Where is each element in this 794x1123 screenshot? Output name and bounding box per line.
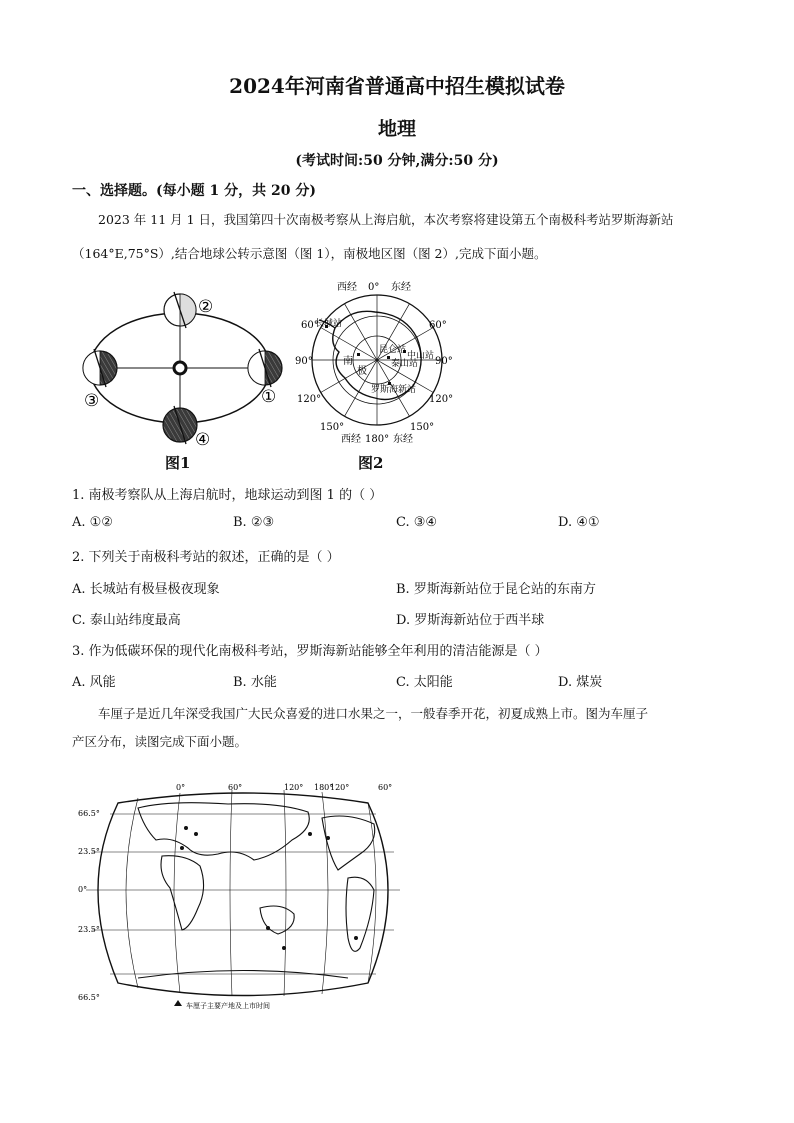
- lon-120w: 120°: [330, 783, 350, 792]
- exam-info: (考试时间:50 分钟,满分:50 分): [295, 153, 499, 169]
- lon-60w: 60°: [378, 783, 393, 792]
- intro-line-2: （164°E,75°S）,结合地球公转示意图（图 1），南极地区图（图 2）,完成下面小题。: [72, 246, 547, 261]
- lat-23-5-n: 23.5°: [78, 847, 100, 856]
- page-title: 2024年河南省普通高中招生模拟试卷: [229, 74, 565, 98]
- earth-position-1: [248, 349, 282, 387]
- deg-60-right: 60°: [429, 320, 447, 331]
- lat-23-5-s: 23.5°: [78, 925, 100, 934]
- passage-2-line-2: 产区分布，读图完成下面小题。: [72, 734, 248, 749]
- lon-0: 0°: [176, 783, 186, 792]
- deg-150-right: 150°: [410, 422, 435, 433]
- lat-66-5-n: 66.5°: [78, 809, 100, 818]
- label-bottom-center: 180°: [365, 434, 390, 445]
- question-2-stem: 2. 下列关于南极科考站的叙述，正确的是（ ）: [72, 550, 340, 565]
- figure-1-revolution-diagram: [80, 282, 295, 452]
- lat-66-5-s: 66.5°: [78, 993, 100, 1002]
- lon-60: 60°: [228, 783, 243, 792]
- intro-line-1: 2023 年 11 月 1 日，我国第四十次南极考察从上海启航，本次考察将建设第五个南极科考站罗斯海新站: [98, 212, 674, 227]
- q1-option-c[interactable]: C. ③④: [396, 515, 438, 530]
- label-top-right: 东经: [391, 282, 411, 293]
- subject-title: 地理: [377, 118, 416, 140]
- earth-position-2: [164, 292, 196, 328]
- figure-3-world-map: [78, 778, 408, 1023]
- q1-option-b[interactable]: B. ②③: [233, 515, 275, 530]
- deg-120-left: 120°: [297, 394, 322, 405]
- q2-option-c[interactable]: C. 泰山站纬度最高: [72, 613, 181, 628]
- label-bottom-left: 西经: [341, 434, 361, 445]
- label-4: ④: [195, 430, 211, 450]
- label-top-center: 0°: [368, 282, 380, 293]
- label-top-left: 西经: [337, 282, 357, 293]
- station-taishan: 泰山站: [391, 359, 419, 369]
- deg-150-left: 150°: [320, 422, 345, 433]
- earth-position-4: [163, 406, 197, 444]
- lon-180: 180°: [314, 783, 334, 792]
- question-3-stem: 3. 作为低碳环保的现代化南极科考站，罗斯海新站能够全年利用的清洁能源是（ ）: [72, 644, 548, 659]
- q3-option-a[interactable]: A. 风能: [72, 675, 116, 690]
- q2-option-a[interactable]: A. 长城站有极昼极夜现象: [72, 582, 220, 597]
- map-outline: [98, 793, 388, 996]
- q2-option-d[interactable]: D. 罗斯海新站位于西半球: [396, 613, 545, 628]
- section-heading: 一、选择题。(每小题 1 分，共 20 分): [72, 183, 316, 199]
- deg-90-right: 90°: [435, 356, 453, 367]
- legend-icon: [174, 1000, 182, 1006]
- label-bottom-right: 东经: [393, 434, 413, 445]
- label-1: ①: [261, 387, 277, 407]
- deg-120-right: 120°: [429, 394, 454, 405]
- passage-2-line-1: 车厘子是近几年深受我国广大民众喜爱的进口水果之一，一般春季开花，初夏成熟上市。图为车厘子: [98, 706, 649, 721]
- deg-90-left: 90°: [295, 356, 313, 367]
- station-kunlun: 昆仑站: [379, 345, 407, 355]
- question-1-stem: 1. 南极考察队从上海启航时，地球运动到图 1 的（ ）: [72, 488, 383, 503]
- station-rossea: 罗斯海新站: [371, 385, 417, 395]
- figure-2-antarctica-map: [295, 278, 460, 448]
- map-legend: 车厘子主要产地及上市时间: [186, 1002, 270, 1010]
- figure-1-caption: 图1: [165, 454, 191, 472]
- sun: [174, 362, 186, 374]
- earth-position-3: [83, 349, 117, 387]
- lat-0: 0°: [78, 885, 88, 894]
- pole-label: 南: [343, 356, 353, 367]
- q1-option-d[interactable]: D. ④①: [558, 515, 600, 530]
- q3-option-b[interactable]: B. 水能: [233, 675, 277, 690]
- pole-label-2: 极: [357, 366, 367, 377]
- figure-2-caption: 图2: [358, 454, 384, 472]
- label-2: ②: [198, 297, 214, 317]
- q2-option-b[interactable]: B. 罗斯海新站位于昆仑站的东南方: [396, 582, 596, 597]
- lon-120: 120°: [284, 783, 304, 792]
- q1-option-a[interactable]: A. ①②: [72, 515, 113, 530]
- station-changcheng: 长城站: [315, 319, 343, 329]
- q3-option-c[interactable]: C. 太阳能: [396, 675, 453, 690]
- q3-option-d[interactable]: D. 煤炭: [558, 675, 603, 690]
- deg-60-left: 60°: [301, 320, 319, 331]
- station-zhongshan: 中山站: [407, 351, 435, 361]
- label-3: ③: [84, 391, 100, 411]
